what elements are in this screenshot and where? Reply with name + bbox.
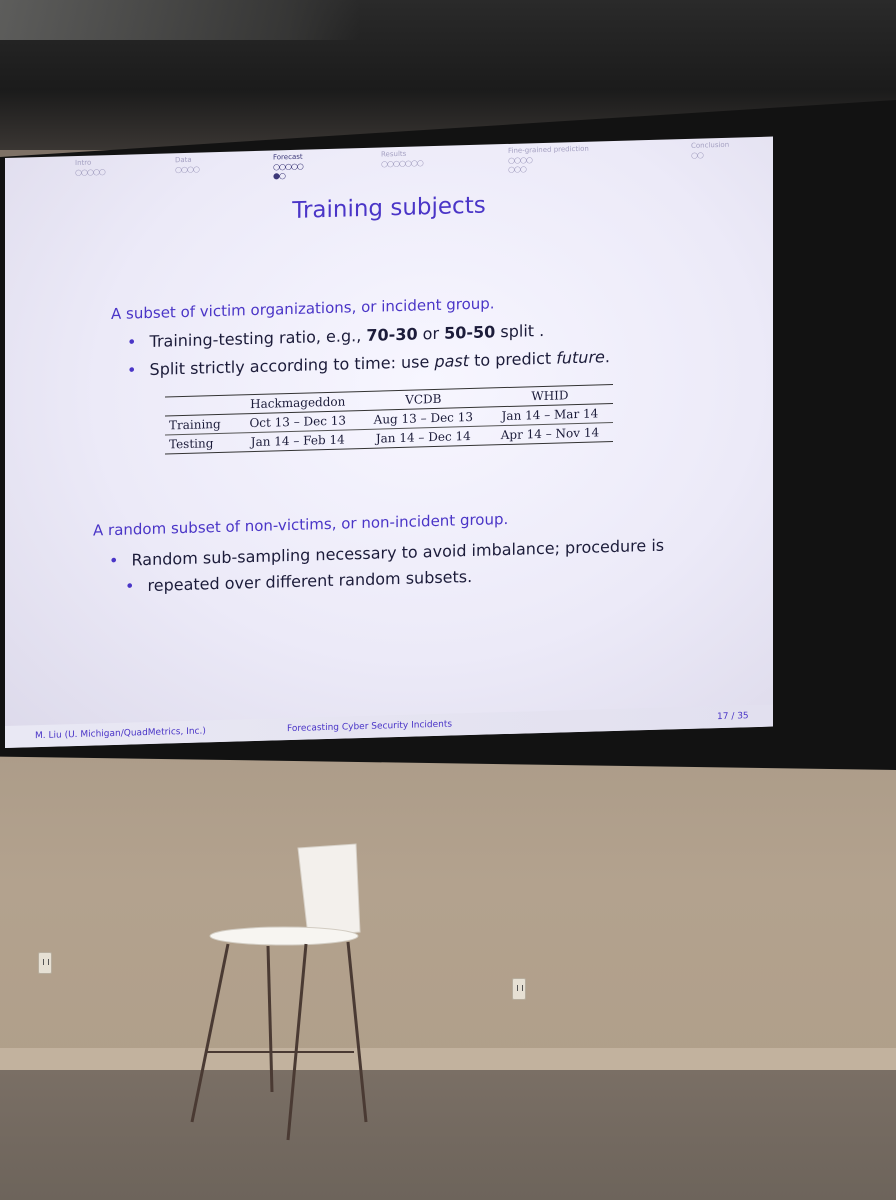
beamer-navbar (5, 137, 773, 184)
slide-perspective (5, 86, 775, 748)
table-header-cell (165, 395, 236, 416)
nav-section-data[interactable]: Data ○○○○ (175, 155, 199, 175)
stool-legs (192, 942, 366, 1140)
stool-seat (210, 927, 358, 945)
footer-page-number: 17 / 35 (717, 711, 749, 723)
nav-dots: ○○ (691, 150, 703, 160)
nav-section-forecast[interactable]: Forecast ○○○○○ ●○ (273, 152, 303, 181)
bullet-split-time: • Split strictly according to time: use past to predict future. (127, 347, 610, 379)
floor (0, 1070, 896, 1200)
ceiling-light (0, 0, 360, 40)
nav-subdots: ●○ (273, 171, 285, 181)
bullet-random-subsampling: • Random sub-sampling necessary to avoid imbalance; procedure is (109, 536, 664, 571)
bullet-ratio: • Training-testing ratio, e.g., 70-30 or 50-50 split . (127, 321, 544, 352)
split-table (165, 384, 613, 455)
table-row-label: Testing (165, 433, 236, 454)
block-heading-non-victims: A random subset of non-victims, or non-incident group. (93, 509, 509, 540)
nav-dots: ○○○○○ (75, 167, 105, 178)
bullet-random-subsampling-cont: • repeated over different random subsets. (125, 567, 472, 596)
wall-outlet (38, 952, 52, 974)
nav-section-results[interactable]: Results ○○○○○○○ (381, 149, 423, 169)
table-row-label: Training (165, 414, 236, 435)
nav-dots: ○○○○ (175, 164, 199, 175)
table-header-cell: WHID (487, 385, 613, 408)
table-cell: Jan 14 – Mar 14 (487, 404, 613, 427)
nav-section-intro[interactable]: Intro ○○○○○ (75, 158, 105, 178)
wall-outlet (512, 978, 526, 1000)
table-cell: Oct 13 – Dec 13 (236, 411, 360, 433)
footer-talk-title: Forecasting Cyber Security Incidents (287, 719, 453, 735)
stool (180, 840, 390, 1150)
slide (5, 137, 773, 748)
stool-backrest (298, 844, 360, 936)
table-header-cell: VCDB (360, 388, 487, 411)
nav-section-conclusion[interactable]: Conclusion ○○ (691, 140, 730, 160)
table-cell: Jan 14 – Feb 14 (236, 430, 360, 452)
footer-author: M. Liu (U. Michigan/QuadMetrics, Inc.) (35, 726, 206, 742)
table-cell: Apr 14 – Nov 14 (487, 423, 613, 446)
nav-section-fine-grained[interactable]: Fine-grained prediction ○○○○ ○○○ (508, 144, 589, 174)
nav-dots: ○○○○○○○ (381, 158, 423, 169)
table-cell: Aug 13 – Dec 13 (360, 407, 487, 430)
slide-title: Training subjects (292, 192, 486, 224)
nav-dots: ○○○○○ (273, 161, 303, 172)
table-header-cell: Hackmageddon (236, 392, 360, 414)
block-heading-victims: A subset of victim organizations, or incident group. (111, 294, 495, 324)
table-cell: Jan 14 – Dec 14 (360, 426, 487, 449)
nav-dots: ○○○○ (508, 155, 532, 165)
nav-subdots: ○○○ (508, 164, 526, 174)
